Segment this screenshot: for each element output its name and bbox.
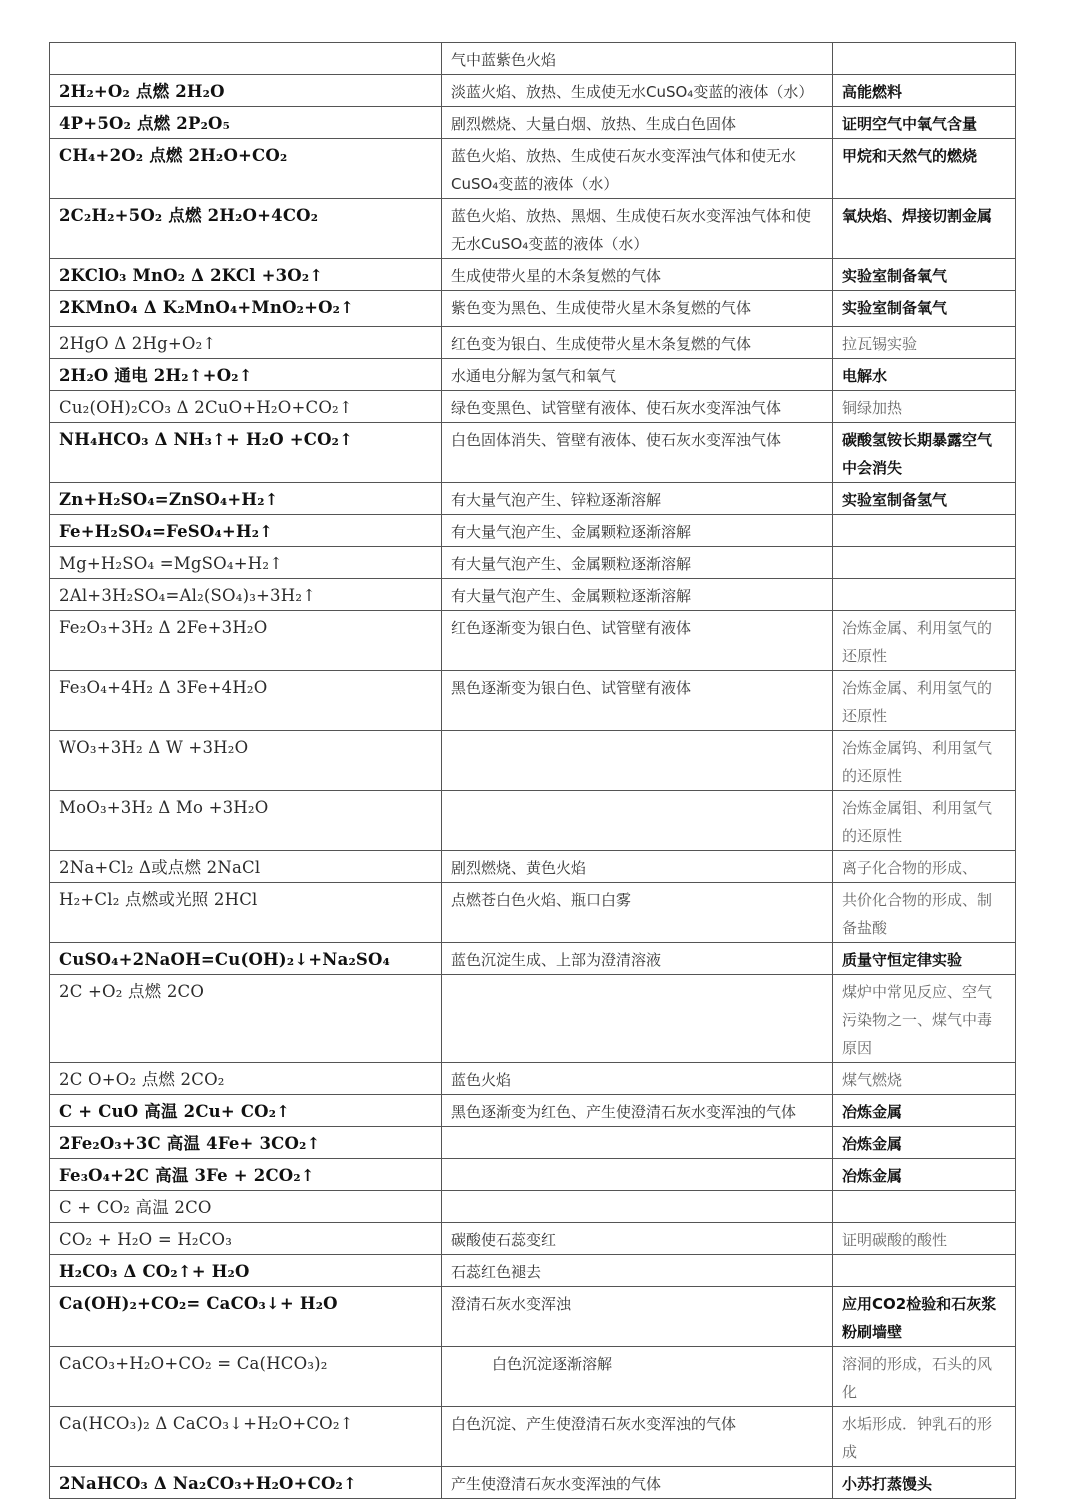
application-cell bbox=[833, 1255, 1016, 1287]
equation-cell: H₂+Cl₂ 点燃或光照 2HCl bbox=[50, 883, 442, 943]
application-cell: 证明空气中氧气含量 bbox=[833, 107, 1016, 139]
application-cell: 证明碳酸的酸性 bbox=[833, 1223, 1016, 1255]
application-cell: 拉瓦锡实验 bbox=[833, 327, 1016, 359]
table-row bbox=[50, 259, 1016, 291]
observation-cell: 白色固体消失、管壁有液体、使石灰水变浑浊气体 bbox=[442, 423, 833, 483]
table-row bbox=[50, 1347, 1016, 1407]
table-row bbox=[50, 291, 1016, 327]
equation-cell: CO₂ + H₂O = H₂CO₃ bbox=[50, 1223, 442, 1255]
observation-cell: 绿色变黑色、试管壁有液体、使石灰水变浑浊气体 bbox=[442, 391, 833, 423]
table-row bbox=[50, 731, 1016, 791]
application-cell bbox=[833, 579, 1016, 611]
equation-cell: Ca(OH)₂+CO₂= CaCO₃↓+ H₂O bbox=[50, 1287, 442, 1347]
reaction-table bbox=[49, 42, 1016, 1499]
table-row bbox=[50, 1159, 1016, 1191]
table-row bbox=[50, 107, 1016, 139]
table-row bbox=[50, 851, 1016, 883]
equation-cell: 2HgO Δ 2Hg+O₂↑ bbox=[50, 327, 442, 359]
observation-cell: 剧烈燃烧、黄色火焰 bbox=[442, 851, 833, 883]
equation-cell: MoO₃+3H₂ Δ Mo +3H₂O bbox=[50, 791, 442, 851]
equation-cell: Fe₂O₃+3H₂ Δ 2Fe+3H₂O bbox=[50, 611, 442, 671]
observation-cell: 蓝色火焰、放热、黑烟、生成使石灰水变浑浊气体和使无水CuSO₄变蓝的液体（水） bbox=[442, 199, 833, 259]
observation-cell: 剧烈燃烧、大量白烟、放热、生成白色固体 bbox=[442, 107, 833, 139]
equation-cell: 4P+5O₂ 点燃 2P₂O₅ bbox=[50, 107, 442, 139]
observation-cell: 有大量气泡产生、金属颗粒逐渐溶解 bbox=[442, 515, 833, 547]
table-row bbox=[50, 1063, 1016, 1095]
table-row bbox=[50, 1255, 1016, 1287]
observation-cell: 红色变为银白、生成使带火星木条复燃的气体 bbox=[442, 327, 833, 359]
equation-cell: 2KClO₃ MnO₂ Δ 2KCl +3O₂↑ bbox=[50, 259, 442, 291]
application-cell: 溶洞的形成，石头的风化 bbox=[833, 1347, 1016, 1407]
table-row bbox=[50, 75, 1016, 107]
equation-cell: Fe+H₂SO₄=FeSO₄+H₂↑ bbox=[50, 515, 442, 547]
equation-cell: NH₄HCO₃ Δ NH₃↑+ H₂O +CO₂↑ bbox=[50, 423, 442, 483]
observation-cell: 白色沉淀逐渐溶解 bbox=[442, 1347, 833, 1407]
equation-cell: Fe₃O₄+2C 高温 3Fe + 2CO₂↑ bbox=[50, 1159, 442, 1191]
application-cell: 碳酸氢铵长期暴露空气中会消失 bbox=[833, 423, 1016, 483]
observation-cell: 紫色变为黑色、生成使带火星木条复燃的气体 bbox=[442, 291, 833, 327]
observation-cell: 蓝色火焰 bbox=[442, 1063, 833, 1095]
equation-cell: CaCO₃+H₂O+CO₂ = Ca(HCO₃)₂ bbox=[50, 1347, 442, 1407]
application-cell: 煤气燃烧 bbox=[833, 1063, 1016, 1095]
equation-cell: 2H₂+O₂ 点燃 2H₂O bbox=[50, 75, 442, 107]
table-row bbox=[50, 975, 1016, 1063]
table-row bbox=[50, 1467, 1016, 1499]
table-row bbox=[50, 671, 1016, 731]
application-cell: 实验室制备氢气 bbox=[833, 483, 1016, 515]
application-cell: 冶炼金属钨、利用氢气的还原性 bbox=[833, 731, 1016, 791]
equation-cell: CuSO₄+2NaOH=Cu(OH)₂↓+Na₂SO₄ bbox=[50, 943, 442, 975]
table-row bbox=[50, 611, 1016, 671]
observation-cell: 黑色逐渐变为红色、产生使澄清石灰水变浑浊的气体 bbox=[442, 1095, 833, 1127]
equation-cell: Fe₃O₄+4H₂ Δ 3Fe+4H₂O bbox=[50, 671, 442, 731]
application-cell: 水垢形成．钟乳石的形成 bbox=[833, 1407, 1016, 1467]
equation-cell: C + CuO 高温 2Cu+ CO₂↑ bbox=[50, 1095, 442, 1127]
equation-cell: 2C O+O₂ 点燃 2CO₂ bbox=[50, 1063, 442, 1095]
equation-cell: Ca(HCO₃)₂ Δ CaCO₃↓+H₂O+CO₂↑ bbox=[50, 1407, 442, 1467]
equation-cell: 2NaHCO₃ Δ Na₂CO₃+H₂O+CO₂↑ bbox=[50, 1467, 442, 1499]
application-cell: 小苏打蒸馒头 bbox=[833, 1467, 1016, 1499]
table-row bbox=[50, 1095, 1016, 1127]
application-cell: 冶炼金属 bbox=[833, 1095, 1016, 1127]
observation-cell: 气中蓝紫色火焰 bbox=[442, 43, 833, 75]
table-row bbox=[50, 515, 1016, 547]
table-row bbox=[50, 483, 1016, 515]
application-cell: 冶炼金属钼、利用氢气的还原性 bbox=[833, 791, 1016, 851]
equation-cell bbox=[50, 43, 442, 75]
application-cell: 冶炼金属 bbox=[833, 1127, 1016, 1159]
application-cell: 应用CO2检验和石灰浆粉刷墙壁 bbox=[833, 1287, 1016, 1347]
equation-cell: 2C +O₂ 点燃 2CO bbox=[50, 975, 442, 1063]
equation-cell: 2C₂H₂+5O₂ 点燃 2H₂O+4CO₂ bbox=[50, 199, 442, 259]
equation-cell: C + CO₂ 高温 2CO bbox=[50, 1191, 442, 1223]
table-row bbox=[50, 423, 1016, 483]
table-row bbox=[50, 1287, 1016, 1347]
application-cell bbox=[833, 1191, 1016, 1223]
application-cell: 电解水 bbox=[833, 359, 1016, 391]
application-cell bbox=[833, 43, 1016, 75]
application-cell: 共价化合物的形成、制备盐酸 bbox=[833, 883, 1016, 943]
table-row bbox=[50, 1407, 1016, 1467]
application-cell bbox=[833, 547, 1016, 579]
equation-cell: CH₄+2O₂ 点燃 2H₂O+CO₂ bbox=[50, 139, 442, 199]
table-row bbox=[50, 579, 1016, 611]
table-row bbox=[50, 327, 1016, 359]
table-row bbox=[50, 883, 1016, 943]
table-row bbox=[50, 943, 1016, 975]
observation-cell: 碳酸使石蕊变红 bbox=[442, 1223, 833, 1255]
equation-cell: Cu₂(OH)₂CO₃ Δ 2CuO+H₂O+CO₂↑ bbox=[50, 391, 442, 423]
observation-cell: 黑色逐渐变为银白色、试管壁有液体 bbox=[442, 671, 833, 731]
observation-cell: 蓝色火焰、放热、生成使石灰水变浑浊气体和使无水CuSO₄变蓝的液体（水） bbox=[442, 139, 833, 199]
table-row bbox=[50, 1191, 1016, 1223]
observation-cell bbox=[442, 791, 833, 851]
observation-cell: 蓝色沉淀生成、上部为澄清溶液 bbox=[442, 943, 833, 975]
application-cell: 实验室制备氧气 bbox=[833, 291, 1016, 327]
equation-cell: 2H₂O 通电 2H₂↑+O₂↑ bbox=[50, 359, 442, 391]
application-cell: 氧炔焰、焊接切割金属 bbox=[833, 199, 1016, 259]
table-row bbox=[50, 791, 1016, 851]
observation-cell: 石蕊红色褪去 bbox=[442, 1255, 833, 1287]
application-cell: 冶炼金属、利用氢气的还原性 bbox=[833, 671, 1016, 731]
application-cell: 冶炼金属、利用氢气的还原性 bbox=[833, 611, 1016, 671]
application-cell: 高能燃料 bbox=[833, 75, 1016, 107]
table-row bbox=[50, 547, 1016, 579]
equation-cell: 2Fe₂O₃+3C 高温 4Fe+ 3CO₂↑ bbox=[50, 1127, 442, 1159]
observation-cell bbox=[442, 1191, 833, 1223]
application-cell: 离子化合物的形成、 bbox=[833, 851, 1016, 883]
application-cell: 甲烷和天然气的燃烧 bbox=[833, 139, 1016, 199]
table-row bbox=[50, 391, 1016, 423]
equation-cell: WO₃+3H₂ Δ W +3H₂O bbox=[50, 731, 442, 791]
table-row bbox=[50, 1127, 1016, 1159]
application-cell: 实验室制备氧气 bbox=[833, 259, 1016, 291]
equation-cell: 2KMnO₄ Δ K₂MnO₄+MnO₂+O₂↑ bbox=[50, 291, 442, 327]
application-cell bbox=[833, 515, 1016, 547]
observation-cell: 红色逐渐变为银白色、试管壁有液体 bbox=[442, 611, 833, 671]
observation-cell bbox=[442, 975, 833, 1063]
table-row bbox=[50, 199, 1016, 259]
observation-cell: 有大量气泡产生、金属颗粒逐渐溶解 bbox=[442, 579, 833, 611]
observation-cell bbox=[442, 1159, 833, 1191]
application-cell: 煤炉中常见反应、空气污染物之一、煤气中毒原因 bbox=[833, 975, 1016, 1063]
observation-cell: 点燃苍白色火焰、瓶口白雾 bbox=[442, 883, 833, 943]
application-cell: 铜绿加热 bbox=[833, 391, 1016, 423]
equation-cell: Mg+H₂SO₄ =MgSO₄+H₂↑ bbox=[50, 547, 442, 579]
observation-cell: 有大量气泡产生、金属颗粒逐渐溶解 bbox=[442, 547, 833, 579]
observation-cell: 产生使澄清石灰水变浑浊的气体 bbox=[442, 1467, 833, 1499]
observation-cell: 生成使带火星的木条复燃的气体 bbox=[442, 259, 833, 291]
equation-cell: Zn+H₂SO₄=ZnSO₄+H₂↑ bbox=[50, 483, 442, 515]
application-cell: 冶炼金属 bbox=[833, 1159, 1016, 1191]
observation-cell bbox=[442, 1127, 833, 1159]
observation-cell: 淡蓝火焰、放热、生成使无水CuSO₄变蓝的液体（水） bbox=[442, 75, 833, 107]
equation-cell: 2Al+3H₂SO₄=Al₂(SO₄)₃+3H₂↑ bbox=[50, 579, 442, 611]
observation-cell bbox=[442, 731, 833, 791]
application-cell: 质量守恒定律实验 bbox=[833, 943, 1016, 975]
observation-cell: 水通电分解为氢气和氧气 bbox=[442, 359, 833, 391]
equation-cell: H₂CO₃ Δ CO₂↑+ H₂O bbox=[50, 1255, 442, 1287]
observation-cell: 澄清石灰水变浑浊 bbox=[442, 1287, 833, 1347]
observation-cell: 白色沉淀、产生使澄清石灰水变浑浊的气体 bbox=[442, 1407, 833, 1467]
table-row bbox=[50, 359, 1016, 391]
table-row bbox=[50, 139, 1016, 199]
observation-cell: 有大量气泡产生、锌粒逐渐溶解 bbox=[442, 483, 833, 515]
equation-cell: 2Na+Cl₂ Δ或点燃 2NaCl bbox=[50, 851, 442, 883]
table-row bbox=[50, 43, 1016, 75]
table-row bbox=[50, 1223, 1016, 1255]
